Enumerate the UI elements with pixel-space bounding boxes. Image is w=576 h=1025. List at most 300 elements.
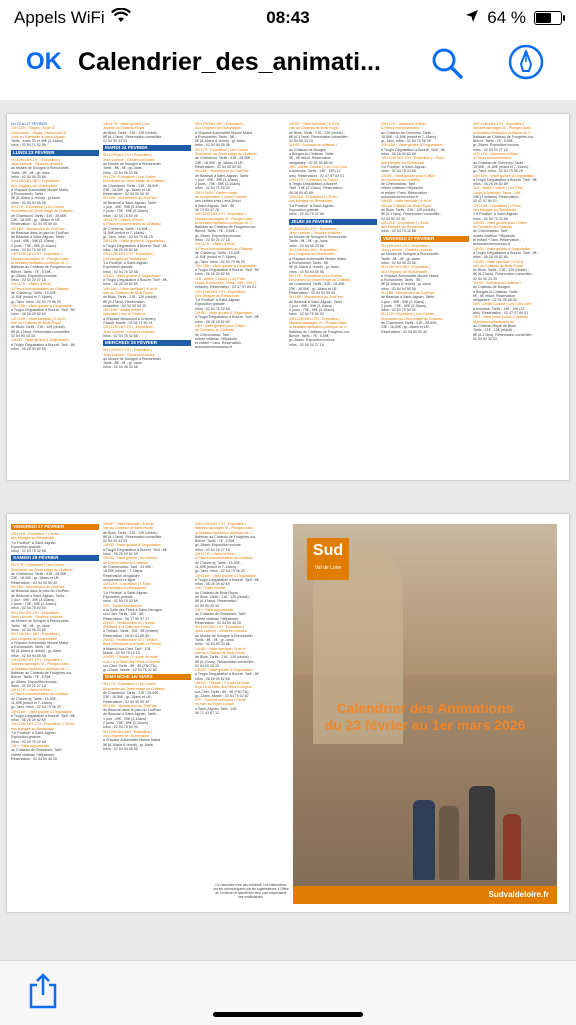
event-detail: de Chenonceau. Tarif : 24,50€ ; [103,564,154,569]
event-detail: de Blois. Tarifs : 21€ ; 12€ (réduit) ; [11,325,67,330]
event-detail: de Cheverny. Tarifs : 15,50€ ; [195,560,242,565]
event-detail: Balbéau au Château de Fougères-sur- [473,134,535,139]
event-detail: gr.-26ans. Exposition incluse. [195,543,242,548]
event-title: 10H-12H/14H-17H : Exposition | L'Écho [11,722,75,727]
event-title: la bestiaire fantastico-poétique de J. [195,220,253,225]
day-header: MERCREDI 25 FÉVRIER [103,340,191,346]
event-detail: de Chambord. Tarifs : 31€ ; 28,50€ ; [289,282,347,287]
event-detail: Infos : 02 54 20 27 18 [195,238,230,243]
event-title: 10H-18H : Visite guidée & Dégustation [195,573,257,578]
event-title: des Mirages au Restaurant [11,536,55,541]
event-title: spectacle | Kim et Farah le [103,312,146,317]
event-detail: de Chenonceau. Tarif : [195,332,232,337]
event-detail: à Romorantin. Tarifs : 5€ ; [195,134,237,139]
event-detail: de Chenonceau. Tarif : [381,182,418,187]
calendar-column [289,122,377,347]
event-title: Aux Origines de l'Automobile [11,636,58,641]
event-title: la bestiaire fantastico-poétique de J. [11,666,69,671]
event-detail: 14€ (2 enfants). Réservation : [473,195,521,200]
event-detail: au Musée de Sologne à Romorantin. [289,235,348,240]
event-detail: Infos : 02 54 94 55 58 [195,143,230,148]
event-detail: de Beauval dans le parc du ZooParc [11,230,70,235]
event-title: 16H : Atelier Cuisine | Les Cool Lord [473,302,531,307]
event-detail: 11,50€ (réduit et 7-14ans) ; [11,700,55,705]
event-detail: 02 54 90 33 33 [103,139,127,144]
event-title: Jean Lamore : Oeuvres choisies [289,230,341,235]
event-title: Jean Lamore : Oeuvres choisies [11,615,63,620]
event-detail: 5€ (8-16ans & réduit) ; gr.-6ans. [195,139,246,144]
event-title: Enchantés au 2ème étage du Château [11,567,73,572]
event-detail: de Chambord. Tarifs : 31€ ; 28,50€ ; [103,690,161,695]
event-title: Enchantés au 2ème étage du Château [103,179,165,184]
markup-pen-icon [508,44,544,80]
event-detail: Infos : 02 54 94 55 58 [103,746,138,751]
event-detail: à Bouges-le-Château. Tarifs : [289,152,336,157]
event-title: 14H : Visite insolite [195,586,226,591]
event-detail: Réservation : 06 61 61 88 85 [103,633,150,638]
event-detail: 23€ ; 18,50€ ; gr.-18ans et UE. [289,286,338,291]
event-detail: Réservation : 02 54 50 50 40 [103,192,150,197]
event-detail: Infos : 06 26 09 82 69 [195,272,230,277]
event-detail: Infos : 06 26 09 82 69 [473,182,508,187]
event-title: Bout d'émotions à la Salle Le Rétrail [103,642,161,647]
day-header: DIMANCHE 1er MARS [103,674,191,680]
event-detail: de Blois. Tarifs : 21€ ; 12€ (réduit) ; [103,530,159,535]
event-title: 10H-18H : Visite guidée & Dégustation [103,239,165,244]
event-title: & Fleurs monumentales au Château [11,692,69,697]
event-detail: Du 23 au 27 FÉVRIER [11,122,48,126]
event-title: Jean Lamore : Oeuvres choisies [103,157,155,162]
event-title: 10H-12H/14H-17H : Exposition | [289,316,341,321]
event-detail: du Château de Blois Royal [195,590,238,595]
event-detail: du Château de Chambord. Tarif : [195,612,248,617]
event-detail: Infos : 06 26 09 82 69 [381,152,416,157]
event-title: 14H-18H : Visite familiale | À toi le [11,316,66,321]
event-title: 10H-12H/14H-17H : Exposition | [473,122,525,126]
event-detail: Exposition gratuite. [289,207,320,212]
event-detail: Infos : 06 26 09 82 69 [103,282,138,287]
event-detail: Réservation : 02 54 50 50 40 [195,164,242,169]
event-detail: à Romorantin. Tarifs : [11,192,46,197]
event-title: Loups à Ambroise. Tarifs : 29€ ; 14€ (2 [195,280,257,285]
event-detail: à Thésée. Tarifs : 10€ ; 5€ (enfant). [103,629,159,634]
event-detail: 2 jours : 70€ ; 59€ (3-10ans). [103,721,150,726]
event-detail: sur-Cher. Tarifs : 10€ ; 8€. [103,612,145,617]
event-detail: à Troglo Dégustation à Bourré. Tarif : 8€. [11,713,76,718]
event-detail: Réservation : 02 54 50 50 40 [381,329,428,334]
event-detail: Infos : 02 54 75 32 68 [473,216,508,221]
event-detail: "Le Pouëpe" à Saint-Aignan. [381,164,427,169]
event-detail: Bièvre. Tarifs : 7€ ; 5,50€ ; [289,333,331,338]
pdf-page-2[interactable] [7,514,569,912]
event-detail: 9€ ; 6€ réduit. Réservation [473,293,516,298]
event-title: 10H-17H : Vacances d'Hiver [381,122,426,126]
cover-image [293,524,557,904]
event-title: des Mirages au Restaurant [11,726,55,731]
markup-button[interactable] [508,44,544,80]
event-detail: 1 jour : 49€ ; 39€ (3-10ans) ; [289,303,335,308]
event-title: des Mirages au Restaurant [381,160,425,165]
event-detail: 1 jour : 49€ ; 39€ (3-10ans) ; [381,299,427,304]
event-detail: 8€ (6-17ans). Réservation conseillée : [11,329,72,334]
event-detail: de Beauval à Saint-Aignan. Tarifs : [11,593,67,598]
event-detail: à Troglo Dégustation à Bourré. Tarif : 8€. [11,308,76,313]
event-detail: Balbéau au Château de Fougères-sur- [11,265,73,270]
event-detail: "Le Pouëpe" à Saint-Aignan. [289,203,335,208]
event-detail: gr.-7ans. Infos : 02 54 79 96 29 [11,705,61,710]
event-detail: 23€ ; 18,50€ ; gr.-18ans et UE. [103,187,152,192]
event-detail: de Cheverny. Tarifs : 15,50€ ; [103,226,150,231]
event-detail: 5€ (8-16ans & réduit) ; gr.-6ans. [11,649,62,654]
event-title: 9H-17H : Exposition | Les Contes [381,312,435,317]
event-detail: entrée château +5€(adulte). [195,616,240,621]
event-detail: au Château de Bouges [289,147,326,152]
event-detail: à Troglo Dégustation à Bourré. Tarif : 8€. [381,147,446,152]
event-title: Des Mirages au Restaurant [103,256,147,261]
event-detail: 1 jour : 49€ ; 39€ (3-10ans) ; [103,205,149,210]
event-detail: de Blois. Tarifs : 21€ ; 12€ (réduit) ; [381,207,437,212]
event-detail: 2 jours : 70€ ; 59€ (3-10ans). [11,602,58,607]
event-detail: Infos : 02 54 75 50 00 [289,312,324,317]
event-title: de Tourisme au Château [473,225,513,230]
event-detail: 15,50€ ; 11,50€ (réduit et 7-14ans) ; [381,134,439,139]
event-detail: sur-Cher. Tarifs : 8€ ; 5€ (FNCTA) ; [103,663,159,668]
event-detail: Réservation : 06 17 90 97 37 [103,616,150,621]
event-detail: Réservation : 02 54 50 40 00 [11,756,58,761]
event-detail: des Lettres chez Lena Zmori [195,199,241,204]
event-title: Enchantés au 2ème étage du Château [381,316,443,321]
event-title: 10H-17H : Visites d'Hiver [11,688,51,693]
event-title: 12H-14H : Exposition | L'Écho [473,203,521,208]
search-button[interactable] [430,46,464,80]
event-title: Enchantés au 2ème étage du Château [11,209,73,214]
cover-title-line-2: du 23 février au 1er mars 2026 [324,717,526,733]
event-detail: Infos : 02 54 75 32 68 [289,212,324,217]
event-detail: de Beauval dans le parc du ZooParc [103,708,162,713]
event-title: 10H-17H : Visites d'Hiver [11,282,51,287]
event-detail: au Musée de Sologne à Romorantin. [103,162,162,167]
event-title: 10H-18H : Visite guidée & Dégustation [11,303,73,308]
event-title: à ça ! à la Salle des Fêtes à Noyers- [103,659,161,664]
battery-percent: 64 % [487,8,526,27]
event-detail: Bièvre. Tarifs : 7€ ; 5,50€ ; [473,139,515,144]
event-detail: Mairie : 02 54 75 15 13 [103,650,140,655]
event-title: Natures sauvages III - Plongez dans [11,256,69,261]
event-title: 10H-18H : Visite guidée & Dégustation [11,709,73,714]
event-detail: Bièvre. Tarifs : 7€ ; 5,50€ ; [195,539,237,544]
event-detail: Réservation : 02 54 50 40 00 [195,620,242,625]
event-title: 10H-12H/14H-17H : Exposition | L'Écho [381,156,445,161]
event-title: 9H-12H/14H-17H : Exposition | [289,226,339,231]
event-detail: ans). Réservation : 02 47 57 69 01 [289,173,345,178]
event-detail: à Troglo Dégustation à Bourré. Tarif : 8€. [103,278,168,283]
event-title: 10H-18H : Visite guidée & Dégustation [381,143,443,148]
event-detail: du Château de Chambord. Tarif : [11,748,64,753]
event-title: Des Mirages au Restaurant [195,293,239,298]
event-title: Aux Origines de l'Automobile [381,269,428,274]
event-title: 14H30 : Animaux au château ! [473,280,522,285]
event-title: Enchantés au 2ème étage du Château [289,278,351,283]
event-detail: 06 74 53 47 78 [195,207,219,212]
event-title: 10H-18H : Visite guidée & Dégustation [473,173,535,178]
event-detail: Gratuit. Mairie : 02 54 71 80 24 [103,321,153,326]
event-title: 10H-21H : Exposition | L'Écho [11,532,59,536]
event-detail: Infos : 06 26 09 82 69 [11,718,46,723]
event-detail: à Amboise. Tarifs : 14€ ; 10€ (12 [473,306,525,311]
event-detail: Exposition gratuite. [103,595,134,600]
event-title: Aux Origines de l'Automobile [289,252,336,257]
event-title: 14H30 : Animaux au château ! [289,143,338,148]
event-detail: 23€ ; 18,50€ ; gr.-18ans et UE. [381,325,430,330]
battery-level [536,13,551,23]
event-detail: à l'Espace Beaumont à Chémery. [103,316,157,321]
event-detail: gr.-26ans. Exposition incluse. [11,273,58,278]
event-title: 10H-12H/14H-17H : Exposition | [103,325,155,330]
event-detail: de Beauval dans le parc du ZooParc [11,589,70,594]
event-detail: Infos : 02 54 95 33 66 [11,174,46,179]
event-detail: Infos : 02 54 94 55 58 [289,269,324,274]
event-detail: 2 jours : 70€ ; 59€ (3-10ans). [11,243,58,248]
event-title: 14H30 : Visite guidée & Dégustation [195,311,253,316]
event-detail: 8€ (6-17ans). Réservation conseillée : [103,534,164,539]
event-detail: de Blois. Tarifs : 21€ ; 12€ (réduit) ; [195,655,251,660]
event-detail: à Troglo Dégustation à Bourré. Tarif : 8€. [195,315,260,320]
event-detail: à Troglo Dégustation à Bourré. Tarif : 8€. [195,577,260,582]
event-detail: de Chambord. Tarifs : 31€ ; 28,50€ ; [11,572,69,577]
event-detail: Infos : 02 54 75 50 00 [195,186,230,191]
event-detail: de Beauval à Saint-Aignan. Tarifs : [11,235,67,240]
event-title: Jean Lamore : Oeuvres choisies [103,352,155,357]
event-title: de récupération « Lamb » Atelier [195,195,247,200]
event-detail: Exposition gratuite. [195,302,226,307]
event-detail: gr.-7ans. Infos : 02 54 79 96 29 [381,139,431,144]
event-detail: Infos : 06 26 09 82 69 [195,676,230,681]
event-title: & Fleurs monumentales au Château [195,246,253,251]
event-title: 14H : Visite approfondie [11,743,50,748]
event-detail: "Le Pouëpe" à Saint-Aignan. [195,298,241,303]
event-title: 9H-17H : Exposition | Les Contes [11,563,65,568]
event-detail: 8€ (6-17ans). Réservation conseillée : [381,212,442,217]
event-detail: de Beauval à Saint-Aignan. Tarifs : [289,299,345,304]
event-detail: à Troglo Dégustation à Bourré. Tarif : 8€. [473,250,538,255]
event-title: la bestiaire fantastico-poétique de J. [289,325,347,330]
event-detail: Infos : 02 54 75 32 68 [195,306,230,311]
event-detail: de Chambord. Tarifs : 31€ ; 28,50€ ; [381,321,439,326]
event-title: Enchantés au 2ème étage du Château [195,152,257,157]
event-detail: Infos : 02 54 75 32 68 [103,269,138,274]
event-title: 10H-21H : Exposition | L'Écho [381,220,429,225]
event-detail: à Romorantin. Tarifs : 5€ ; [381,278,423,283]
event-title: 9H-12H/14H-18H : Exposition | [11,179,61,184]
event-detail: de Beauval à Saint-Aignan. Tarifs : [195,173,251,178]
event-detail: Tarifs : 8€ ; 4€ ; gr.-4ans. [195,638,235,643]
event-detail: à Troglo Dégustation à Bourré. Tarif : 8€. [195,268,260,273]
event-detail: gr.-12ans. Mairie : 02 54 75 02 82 [195,693,249,698]
day-header: VENDREDI 27 FÉVRIER [381,236,469,242]
event-detail: 8€ (6-17ans). Réservation conseillée : [289,134,350,139]
event-detail: 2 jours : 70€ ; 59€ (3-10ans). [381,303,428,308]
event-title: 11H : Atelier Cuisine | Les P'tits [473,186,523,191]
event-detail: 15,50€ ; 11,50€ (réduit et 7-14ans) ; [473,164,531,169]
event-title: 9H-18H : Monstrueux au ZooParc [289,295,343,300]
event-detail: conseillée : 02 54 90 33 33 [103,303,146,308]
event-detail: Infos : 02 54 75 50 00 [103,213,138,218]
event-detail: Balbéau au Château de Fougères-sur- [289,329,351,334]
calendar-column [11,522,99,761]
event-detail: 11,50€ (réduit et 7-14ans) ; [195,255,239,260]
visitor-figure [503,814,521,880]
event-detail: gr.-7ans. Infos : 02 54 79 96 29 [195,259,245,264]
event-title: 10H-12H/14H-17H : Exposition | [103,252,155,257]
event-detail: à Mareuil-sur-Cher. Tarif : 12€. [103,646,152,651]
event-detail: gr.-26ans. Exposition incluse. [289,338,336,343]
event-title: 10H-21H : Exposition | L'Écho [289,195,337,200]
event-title: 9H-12H/14H-17H : Exposition | [381,243,431,248]
event-detail: 2 jours : 70€ ; 59€ (3-10ans). [289,308,336,313]
event-detail: Exposition gratuite. [11,735,42,740]
event-detail: au Musée de Sologne à Romorantin. [11,619,70,624]
event-detail: au Musée de Sologne à Romorantin. [381,252,440,257]
event-detail: 06 26 09 82 69 [289,190,313,195]
visitor-figure [469,786,495,880]
event-detail: à l'Espace Automobile Musée Matra [11,187,69,192]
event-detail: Balbéau au Château de Fougères-sur- [195,534,257,539]
event-detail: Exposition gratuite. [103,265,134,270]
event-detail: Infos : 02 54 75 32 68 [11,549,46,554]
event-title: 10H : Visite jeune public | Château [473,315,529,320]
event-title: la bestiaire fantastico-poétique de J. [473,130,531,135]
event-detail: Infos : 02 54 75 50 00 [103,725,138,730]
event-title: rôle au Château de Blois Royal [195,650,245,655]
event-title: 9H-12H/14H-17H : Exposition | [103,348,153,353]
event-detail: Réservation obligatoire [103,573,140,578]
event-detail: Infos : 02 54 75 32 68 [103,599,138,604]
event-title: 9H-12H/14H-18H : Exposition | [11,632,61,637]
event-detail: de Chambord. Tarifs : 31€ ; 28,50€ ; [11,213,69,218]
event-detail: Infos : 02 54 95 33 66 [103,365,138,370]
document-viewer[interactable] [0,100,576,960]
event-detail: Balbéau au Château de Fougères-sur- [11,670,73,675]
event-detail: de Chenonceau. Tarif : [473,229,510,234]
day-header: MARDI 24 FÉVRIER [103,145,191,151]
event-title: Aux Origines de l'Automobile [11,183,58,188]
calendar-column [195,522,283,715]
event-title: 10H-12H/14H-17H : Exposition | [195,522,247,526]
event-detail: de Chambord. Tarifs : 31€ ; 28,50€ ; [103,183,161,188]
event-detail: 11,50€ (réduit et 7-14ans) ; [103,230,147,235]
event-detail: 02 54 90 33 33 [473,276,497,281]
event-detail: 5€ (8-16ans & réduit) ; gr.-6ans. [103,742,154,747]
event-title: 20H30 : Théâtre | Y a pas de mâle [103,655,158,660]
event-detail: Infos : 02 54 75 32 68 [381,229,416,234]
event-detail: "Le Pouëpe" à Saint-Aignan. [103,590,149,595]
event-detail: à Troglo Dégustation à Bourré. [289,182,338,187]
ok-button[interactable]: OK [26,48,62,75]
event-detail: Infos : 02 54 95 33 66 [103,170,138,175]
event-title: 14H30 : Visite familiale | À toi le [289,122,340,126]
event-detail: 8€ (6-17ans). Réservation conseillée : [103,134,164,139]
event-detail: à l'Espace Automobile Musée Matra [381,273,439,278]
event-title: 10H-12H : Stages | Sport & [11,126,55,131]
event-detail: de Blois. Tarifs : 21€ ; 12€ (réduit) ; [473,268,529,273]
day-header: LUNDI 23 FÉVRIER [11,150,99,156]
event-detail: Infos : 02 54 75 50 00 [381,308,416,313]
event-detail: au Musée de Sologne à Romorantin. [103,356,162,361]
event-detail: 02 54 90 33 33 [473,336,497,341]
pdf-page-1[interactable] [7,114,569,480]
event-detail: 5€ (8-16ans & réduit) ; gr.-6ans. [381,282,432,287]
event-detail: Tarifs : 8€ ; 4€ ; gr.-4ans. [103,361,143,366]
event-title: de Tourisme au Château [381,177,421,182]
event-detail: de Blois. Tarifs : 21€ ; 12€ (réduit) ; [289,130,345,135]
event-title: 10H-12H/14H-17H : Exposition | [195,212,247,217]
event-detail: Infos : 02 54 75 32 68 [381,169,416,174]
event-detail: entrée château +5€(adulte). [11,752,56,757]
event-detail: 1 jour : 49€ ; 39€ (3-10ans) ; [103,716,149,721]
event-title: des Mirages au Restaurant [473,207,517,212]
event-title: 14H30 : Visite familiale | À toi le [381,199,432,204]
event-title: & Fleurs monumentales au Château [103,222,161,227]
event-title: 14H30 : Visite familiale | À toi le [103,522,154,526]
event-detail: Infos : 02 54 94 55 58 [11,200,46,205]
calendar-column [473,122,561,341]
cover-title [299,700,551,734]
event-title: 9H-17H : Exposition | Les Contes [103,682,157,687]
share-button[interactable] [28,973,58,1009]
event-title: des Mirages au Restaurant [103,586,147,591]
event-detail: 2 jours : 70€ ; 59€ (3-10ans). [195,182,242,187]
event-detail: Bièvre. Tarifs : 7€ ; 5,50€ ; [195,229,237,234]
event-title: la bestiaire fantastico-poétique de J. [11,260,69,265]
clock: 08:43 [266,8,310,27]
event-title: 14H30 : Visite guidée pour l'Office [473,220,528,225]
event-detail: Réservation : 02 54 50 50 40 [11,580,58,585]
event-detail: à Saint-Aignan. Tarif : 8€. [195,203,236,208]
event-detail: Infos : 06 26 09 82 69 [11,312,46,317]
event-detail: 1 jour : 49€ ; 39€ (3-10ans) ; [11,597,57,602]
share-icon [28,973,58,1009]
event-detail: 1 jour : 49€ ; 39€ (3-10ans) ; [195,177,241,182]
event-detail: Infos : 06 26 09 82 69 [195,319,230,324]
event-detail: Infos : 02 54 95 33 66 [381,260,416,265]
event-detail: 06 71 43 67 12 [195,711,219,716]
event-title: 15H30 : Visite guidée | les Dames [103,556,158,561]
event-title: 14H30 : Visite guidée & Dégustation [195,668,253,673]
event-detail: à Troglo Dégustation à Bourré. Tarif : 8€. [103,547,168,552]
event-title: 9H-12H/14H-17H : Exposition | [11,610,61,615]
event-title: rôle au Château de Blois Royal [289,126,339,131]
event-title: 9H-12H/14H-17H : Exposition | [11,157,61,162]
event-title: des Mirages au Restaurant [289,199,333,204]
event-title: 9H-18H : Monstrueux au ZooParc [103,703,157,708]
event-detail: 02 54 90 33 33 [289,139,313,144]
battery-icon [534,11,562,25]
event-detail: enfants). Réservation : 02 47 57 69 01 [195,285,257,290]
event-title: 10H-12H/14H-17H : Exposition | [195,289,247,294]
event-title: 10H-12H/14H-17H : Exposition | [11,658,63,663]
event-title: 20H30 : Festillumière #1 | Soirée [103,620,156,625]
event-title: Aux Origines de l'Automobile [103,733,150,738]
event-detail: 18,50€ (réduit) ; 7-18ans. [103,569,144,574]
website-footer[interactable]: Sudvaldeloire.fr [293,886,557,904]
event-detail: Tarifs : entre 30 et 40€ (4-14ans). [11,139,65,144]
event-detail: de Cheverny. Tarifs : 15,50€ ; [11,290,58,295]
event-detail: à Troglo Dégustation à Bourré. Tarif : 8€. [103,243,168,248]
event-detail: Infos : 02 54 95 33 66 [11,627,46,632]
event-title: & Fleurs monumentales [473,156,511,161]
event-title: 10H-12H/14H-17H : Exposition | [11,252,63,257]
event-title: 9H-12H/14H-18H : Exposition | [381,265,431,270]
